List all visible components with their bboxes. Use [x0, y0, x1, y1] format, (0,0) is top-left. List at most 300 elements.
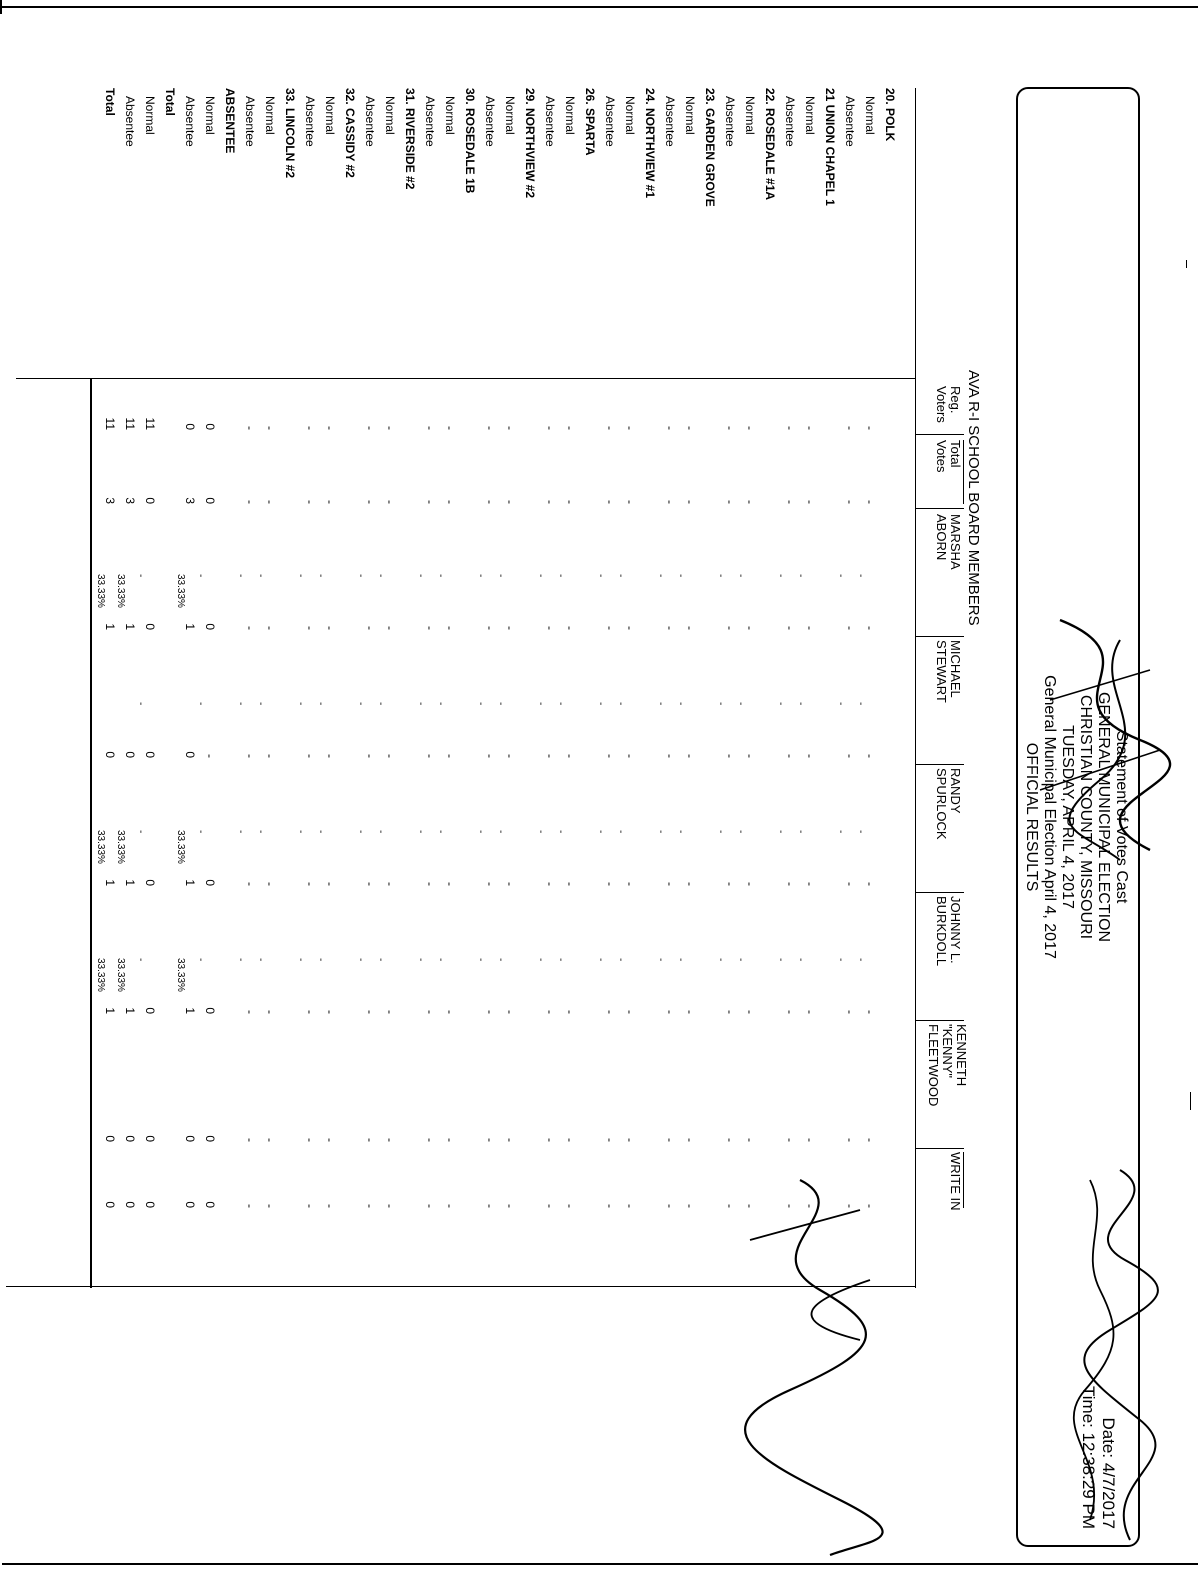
total-votes-cell: 3	[103, 497, 117, 504]
candidate-votes-cell: 0	[203, 1135, 217, 1142]
table-section-row	[520, 88, 540, 1388]
header-line: TUESDAY, APRIL 4, 2017	[1059, 725, 1076, 909]
reg-voters-cell: 11	[123, 417, 137, 430]
row-label: Normal	[503, 96, 517, 135]
candidate-votes-cell: -	[863, 754, 877, 758]
candidate-votes-cell: -	[503, 1204, 517, 1208]
candidate-percent-cell: -	[475, 830, 486, 834]
candidate-percent-cell: 33.33%	[95, 830, 106, 864]
candidate-votes-cell: -	[423, 1138, 437, 1142]
candidate-votes-cell: -	[363, 1204, 377, 1208]
candidate-votes-cell: -	[743, 1204, 757, 1208]
reg-voters-cell: -	[383, 426, 397, 430]
row-label: Normal	[143, 96, 157, 135]
candidate-percent-cell: -	[675, 958, 686, 962]
candidate-percent-cell: -	[715, 830, 726, 834]
candidate-votes-cell: -	[443, 1138, 457, 1142]
reg-voters-cell: 0	[183, 423, 197, 430]
candidate-votes-cell: -	[723, 626, 737, 630]
candidate-votes-cell: -	[483, 882, 497, 886]
candidate-percent-cell: -	[495, 574, 506, 578]
reg-voters-cell: -	[303, 426, 317, 430]
candidate-percent-cell: -	[375, 830, 386, 834]
candidate-votes-cell: -	[303, 1204, 317, 1208]
row-label: Normal	[383, 96, 397, 135]
total-votes-cell: -	[603, 500, 617, 504]
candidate-votes-cell: -	[383, 754, 397, 758]
candidate-votes-cell: -	[863, 1204, 877, 1208]
table-row	[415, 88, 440, 1388]
table-section-row	[400, 88, 420, 1388]
candidate-votes-cell: -	[423, 626, 437, 630]
candidate-votes-cell: -	[663, 1204, 677, 1208]
candidate-percent-cell: -	[355, 958, 366, 962]
reg-voters-cell: -	[323, 426, 337, 430]
row-label: 32. CASSIDY #2	[343, 88, 357, 178]
row-label: Absentee	[183, 96, 197, 147]
table-row	[315, 88, 340, 1388]
header-text: MARSHA	[948, 514, 963, 570]
reg-voters-cell: -	[783, 426, 797, 430]
candidate-votes-cell: -	[303, 1138, 317, 1142]
candidate-votes-cell: -	[603, 1204, 617, 1208]
candidate-percent-cell: -	[555, 958, 566, 962]
candidate-votes-cell: -	[303, 1010, 317, 1014]
candidate-percent-cell: -	[415, 702, 426, 706]
table-bottom-rule	[90, 378, 92, 1288]
col-rule-top	[963, 1152, 964, 1208]
candidate-votes-cell: -	[843, 754, 857, 758]
reg-voters-cell: -	[563, 426, 577, 430]
candidate-votes-cell: -	[843, 626, 857, 630]
candidate-votes-cell: -	[843, 1204, 857, 1208]
candidate-votes-cell: -	[623, 1204, 637, 1208]
candidate-votes-cell: -	[263, 626, 277, 630]
total-votes-cell: -	[443, 500, 457, 504]
candidate-votes-cell: -	[563, 1138, 577, 1142]
table-row	[715, 88, 740, 1388]
candidate-percent-cell: -	[795, 574, 806, 578]
row-label: Normal	[323, 96, 337, 135]
candidate-votes-cell: -	[683, 626, 697, 630]
candidate-votes-cell: -	[443, 1204, 457, 1208]
table-section-row	[220, 88, 240, 1388]
candidate-votes-cell: -	[663, 882, 677, 886]
candidate-votes-cell: 1	[183, 879, 197, 886]
candidate-votes-cell: 0	[103, 1135, 117, 1142]
candidate-votes-cell: -	[243, 754, 257, 758]
candidate-votes-cell: -	[243, 1010, 257, 1014]
candidate-votes-cell: -	[803, 882, 817, 886]
table-section-row	[95, 88, 120, 1388]
candidate-votes-cell: 0	[203, 1201, 217, 1208]
table-section-row	[700, 88, 720, 1388]
candidate-percent-cell: -	[595, 830, 606, 834]
table-section-row	[340, 88, 360, 1388]
candidate-percent-cell: -	[555, 702, 566, 706]
candidate-votes-cell: -	[203, 754, 217, 758]
table-section-row	[280, 88, 300, 1388]
candidate-percent-cell: -	[655, 574, 666, 578]
candidate-percent-cell: -	[595, 958, 606, 962]
candidate-votes-cell: -	[563, 1010, 577, 1014]
row-label: ABSENTEE	[223, 88, 237, 154]
candidate-percent-cell: -	[195, 574, 206, 578]
table-row	[555, 88, 580, 1388]
candidate-votes-cell: 0	[203, 623, 217, 630]
table-row	[535, 88, 560, 1388]
header-text: STEWART	[934, 640, 949, 703]
row-label: 21 UNION CHAPEL 1	[823, 88, 837, 206]
total-votes-cell: -	[363, 500, 377, 504]
candidate-percent-cell: -	[495, 958, 506, 962]
candidate-votes-cell: 0	[183, 1201, 197, 1208]
candidate-votes-cell: -	[623, 1010, 637, 1014]
candidate-percent-cell: -	[535, 958, 546, 962]
header-text: MICHAEL	[948, 640, 963, 698]
candidate-percent-cell: -	[555, 574, 566, 578]
col-rule	[916, 434, 964, 435]
candidate-votes-cell: -	[243, 1204, 257, 1208]
table-row	[255, 88, 280, 1388]
table-row	[195, 88, 220, 1388]
candidate-votes-cell: -	[503, 1138, 517, 1142]
candidate-votes-cell: -	[843, 1138, 857, 1142]
row-label: 29. NORTHVIEW #2	[523, 88, 537, 199]
candidate-percent-cell: -	[675, 830, 686, 834]
col-header-candidate	[926, 1024, 968, 1106]
candidate-percent-cell: -	[795, 702, 806, 706]
candidate-votes-cell: 0	[143, 751, 157, 758]
col-header-candidate	[934, 640, 962, 703]
candidate-votes-cell: -	[323, 1138, 337, 1142]
candidate-votes-cell: -	[683, 754, 697, 758]
candidate-percent-cell: -	[835, 702, 846, 706]
candidate-percent-cell: -	[435, 958, 446, 962]
total-votes-cell: 3	[123, 497, 137, 504]
candidate-percent-cell: 33.33%	[115, 574, 126, 608]
candidate-votes-cell: -	[723, 1204, 737, 1208]
candidate-votes-cell: -	[383, 882, 397, 886]
signature-3	[1030, 610, 1180, 870]
candidate-percent-cell: -	[775, 574, 786, 578]
row-label: Absentee	[783, 96, 797, 147]
candidate-percent-cell: -	[495, 830, 506, 834]
table-row	[175, 88, 200, 1388]
candidate-votes-cell: -	[623, 626, 637, 630]
candidate-votes-cell: -	[383, 1010, 397, 1014]
reg-voters-cell: -	[363, 426, 377, 430]
total-votes-cell: -	[423, 500, 437, 504]
table-row	[295, 88, 320, 1388]
candidate-percent-cell: -	[555, 830, 566, 834]
reg-voters-cell: 0	[203, 423, 217, 430]
candidate-percent-cell: -	[775, 958, 786, 962]
candidate-percent-cell: -	[615, 830, 626, 834]
candidate-votes-cell: -	[603, 882, 617, 886]
total-votes-cell: -	[243, 500, 257, 504]
candidate-votes-cell: 0	[103, 751, 117, 758]
candidate-percent-cell: -	[715, 574, 726, 578]
candidate-percent-cell: -	[415, 830, 426, 834]
candidate-percent-cell: -	[475, 574, 486, 578]
candidate-votes-cell: -	[843, 882, 857, 886]
candidate-votes-cell: -	[323, 1010, 337, 1014]
reg-voters-cell: -	[543, 426, 557, 430]
candidate-votes-cell: -	[263, 1138, 277, 1142]
candidate-percent-cell: -	[615, 958, 626, 962]
reg-voters-cell: 11	[103, 417, 117, 430]
col-header-reg-voters	[934, 386, 962, 423]
candidate-votes-cell: -	[683, 1204, 697, 1208]
row-label: 26. SPARTA	[583, 88, 597, 156]
candidate-percent-cell: -	[595, 702, 606, 706]
row-label: Absentee	[603, 96, 617, 147]
candidate-percent-cell: -	[315, 830, 326, 834]
candidate-votes-cell: -	[543, 1010, 557, 1014]
candidate-votes-cell: -	[243, 626, 257, 630]
candidate-votes-cell: -	[323, 1204, 337, 1208]
candidate-votes-cell: 0	[183, 751, 197, 758]
candidate-votes-cell: -	[483, 754, 497, 758]
candidate-votes-cell: 1	[123, 879, 137, 886]
candidate-percent-cell: -	[655, 702, 666, 706]
candidate-percent-cell: -	[235, 574, 246, 578]
candidate-votes-cell: 1	[123, 1007, 137, 1014]
reg-voters-cell: -	[503, 426, 517, 430]
candidate-votes-cell: -	[323, 626, 337, 630]
candidate-percent-cell: -	[195, 702, 206, 706]
candidate-percent-cell: -	[535, 574, 546, 578]
col-rule	[916, 636, 964, 637]
header-text: Voters	[934, 386, 949, 423]
candidate-percent-cell: -	[295, 830, 306, 834]
candidate-votes-cell: -	[863, 1010, 877, 1014]
candidate-votes-cell: -	[743, 1010, 757, 1014]
reg-voters-cell: -	[803, 426, 817, 430]
race-title: AVA R-I SCHOOL BOARD MEMBERS	[965, 370, 982, 626]
total-votes-cell: -	[623, 500, 637, 504]
candidate-percent-cell: -	[855, 958, 866, 962]
candidate-votes-cell: -	[543, 1204, 557, 1208]
candidate-votes-cell: -	[783, 1010, 797, 1014]
row-label: 23. GARDEN GROVE	[703, 88, 717, 207]
reg-voters-cell: -	[843, 426, 857, 430]
header-line: OFFICIAL RESULTS	[1023, 742, 1040, 892]
row-label: Normal	[563, 96, 577, 135]
reg-voters-cell: -	[243, 426, 257, 430]
candidate-votes-cell: -	[563, 626, 577, 630]
candidate-votes-cell: -	[303, 626, 317, 630]
total-votes-cell: -	[843, 500, 857, 504]
candidate-votes-cell: -	[603, 1010, 617, 1014]
candidate-votes-cell: -	[483, 1010, 497, 1014]
candidate-votes-cell: 1	[183, 623, 197, 630]
header-text: JOHNNY L.	[948, 896, 963, 964]
candidate-votes-cell: -	[543, 882, 557, 886]
candidate-percent-cell: -	[135, 574, 146, 578]
reg-voters-cell: -	[483, 426, 497, 430]
report-date: Date: 4/7/2017	[1099, 1417, 1118, 1529]
candidate-percent-cell: 33.33%	[115, 830, 126, 864]
col-header-total-votes	[934, 440, 962, 473]
candidate-percent-cell: -	[375, 702, 386, 706]
candidate-votes-cell: -	[803, 1010, 817, 1014]
row-label: Normal	[623, 96, 637, 135]
col-rule	[916, 1020, 964, 1021]
candidate-votes-cell: -	[563, 754, 577, 758]
total-votes-cell: 0	[203, 497, 217, 504]
reg-voters-cell: -	[423, 426, 437, 430]
report-time: Time: 12:38:29 PM	[1079, 1386, 1098, 1529]
table-section-row	[160, 88, 180, 1388]
candidate-votes-cell: -	[323, 882, 337, 886]
reg-voters-cell: -	[723, 426, 737, 430]
candidate-votes-cell: -	[603, 626, 617, 630]
reg-voters-cell: -	[863, 426, 877, 430]
header-line: Statement of Votes Cast	[1113, 730, 1130, 904]
candidate-votes-cell: -	[623, 882, 637, 886]
reg-voters-cell: -	[443, 426, 457, 430]
col-rule	[916, 1148, 964, 1149]
candidate-percent-cell: -	[435, 830, 446, 834]
candidate-votes-cell: -	[723, 1138, 737, 1142]
candidate-votes-cell: -	[623, 754, 637, 758]
row-label: Normal	[803, 96, 817, 135]
candidate-votes-cell: 0	[123, 1135, 137, 1142]
candidate-percent-cell: -	[315, 574, 326, 578]
candidate-votes-cell: -	[683, 1010, 697, 1014]
reg-voters-cell: -	[683, 426, 697, 430]
candidate-votes-cell: -	[503, 882, 517, 886]
table-row	[655, 88, 680, 1388]
candidate-votes-cell: -	[363, 754, 377, 758]
candidate-percent-cell: 33.33%	[175, 830, 186, 864]
total-votes-cell: -	[503, 500, 517, 504]
header-text: ABORN	[934, 514, 949, 561]
table-row	[475, 88, 500, 1388]
candidate-votes-cell: -	[863, 626, 877, 630]
candidate-percent-cell: -	[855, 574, 866, 578]
candidate-votes-cell: -	[443, 1010, 457, 1014]
row-label: Absentee	[303, 96, 317, 147]
candidate-percent-cell: -	[255, 958, 266, 962]
candidate-votes-cell: -	[663, 754, 677, 758]
row-label: 33. LINCOLN #2	[283, 88, 297, 179]
candidate-votes-cell: -	[503, 626, 517, 630]
candidate-votes-cell: -	[323, 754, 337, 758]
candidate-percent-cell: -	[415, 574, 426, 578]
total-votes-cell: -	[383, 500, 397, 504]
candidate-percent-cell: -	[135, 830, 146, 834]
candidate-votes-cell: -	[263, 1010, 277, 1014]
row-label: Normal	[443, 96, 457, 135]
candidate-votes-cell: -	[783, 626, 797, 630]
candidate-percent-cell: -	[355, 830, 366, 834]
total-votes-cell: -	[303, 500, 317, 504]
candidate-percent-cell: -	[715, 958, 726, 962]
total-votes-cell: -	[743, 500, 757, 504]
candidate-percent-cell: -	[255, 574, 266, 578]
candidate-votes-cell: -	[543, 754, 557, 758]
row-label: Normal	[203, 96, 217, 135]
candidate-votes-cell: -	[503, 1010, 517, 1014]
row-label: Absentee	[543, 96, 557, 147]
candidate-percent-cell: 33.33%	[175, 574, 186, 608]
table-row	[595, 88, 620, 1388]
candidate-votes-cell: 0	[183, 1135, 197, 1142]
reg-voters-cell: -	[623, 426, 637, 430]
candidate-percent-cell: -	[195, 830, 206, 834]
candidate-votes-cell: -	[363, 882, 377, 886]
candidate-votes-cell: -	[363, 626, 377, 630]
candidate-percent-cell: -	[615, 574, 626, 578]
candidate-percent-cell: -	[235, 702, 246, 706]
header-text: Total	[948, 440, 963, 468]
candidate-percent-cell: -	[435, 702, 446, 706]
candidate-votes-cell: -	[263, 882, 277, 886]
row-label: Absentee	[663, 96, 677, 147]
candidate-votes-cell: -	[863, 1138, 877, 1142]
candidate-votes-cell: -	[503, 754, 517, 758]
col-header-candidate	[934, 514, 962, 570]
header-text: BURKDOLL	[934, 896, 949, 967]
candidate-percent-cell: -	[495, 702, 506, 706]
candidate-votes-cell: -	[723, 1010, 737, 1014]
candidate-votes-cell: -	[663, 626, 677, 630]
signature-2	[740, 1170, 900, 1560]
candidate-votes-cell: -	[723, 754, 737, 758]
row-label: Normal	[683, 96, 697, 135]
candidate-votes-cell: -	[603, 754, 617, 758]
candidate-votes-cell: -	[303, 754, 317, 758]
header-text: Votes	[934, 440, 949, 473]
total-votes-cell: -	[723, 500, 737, 504]
row-label: Absentee	[243, 96, 257, 147]
candidate-votes-cell: -	[683, 882, 697, 886]
candidate-votes-cell: -	[783, 1204, 797, 1208]
candidate-votes-cell: 0	[143, 1201, 157, 1208]
candidate-votes-cell: 0	[143, 879, 157, 886]
reg-voters-cell: -	[663, 426, 677, 430]
candidate-votes-cell: 1	[103, 879, 117, 886]
header-text: FLEETWOOD	[926, 1024, 941, 1107]
candidate-percent-cell: -	[315, 958, 326, 962]
row-label: 22. ROSEDALE #1A	[763, 88, 777, 201]
header-line: General Municipal Election April 4, 2017	[1041, 675, 1058, 959]
candidate-votes-cell: 0	[103, 1201, 117, 1208]
candidate-percent-cell: -	[475, 958, 486, 962]
row-label: Total	[103, 88, 117, 116]
header-text: SPURLOCK	[934, 768, 949, 840]
candidate-votes-cell: -	[683, 1138, 697, 1142]
candidate-votes-cell: 1	[183, 1007, 197, 1014]
candidate-percent-cell: -	[135, 702, 146, 706]
total-votes-cell: -	[483, 500, 497, 504]
candidate-percent-cell: -	[835, 574, 846, 578]
candidate-votes-cell: -	[623, 1138, 637, 1142]
candidate-percent-cell: -	[835, 830, 846, 834]
candidate-percent-cell: -	[255, 702, 266, 706]
total-votes-cell: -	[563, 500, 577, 504]
candidate-percent-cell: -	[675, 574, 686, 578]
row-label: Normal	[743, 96, 757, 135]
candidate-percent-cell: -	[795, 830, 806, 834]
candidate-percent-cell: -	[375, 958, 386, 962]
candidate-percent-cell: -	[535, 702, 546, 706]
candidate-votes-cell: -	[363, 1138, 377, 1142]
col-header-candidate	[948, 1152, 962, 1211]
